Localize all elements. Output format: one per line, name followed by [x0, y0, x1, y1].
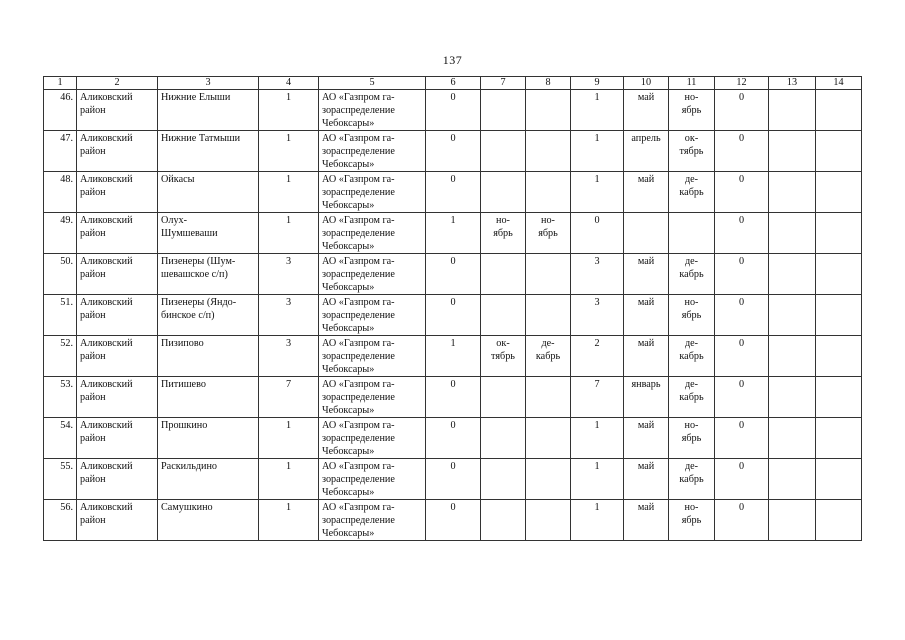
- column-header: 10: [624, 77, 669, 90]
- district-cell: Аликовский район: [77, 90, 158, 131]
- count-cell: 1: [259, 500, 319, 541]
- column-header: 13: [769, 77, 816, 90]
- settlement-cell: Самушкино: [158, 500, 259, 541]
- col9-cell: 1: [571, 90, 624, 131]
- col14-cell: [816, 295, 862, 336]
- col13-cell: [769, 500, 816, 541]
- row-number-cell: 49.: [44, 213, 77, 254]
- organization-cell: АО «Газпром га- зораспределение Чебоксары»: [319, 90, 426, 131]
- month-start-cell: май: [624, 500, 669, 541]
- col12-cell: 0: [715, 377, 769, 418]
- col12-cell: 0: [715, 90, 769, 131]
- col13-cell: [769, 254, 816, 295]
- organization-cell: АО «Газпром га- зораспределение Чебоксары»: [319, 377, 426, 418]
- column-header: 9: [571, 77, 624, 90]
- month-end-cell: но- ябрь: [669, 418, 715, 459]
- settlement-cell: Ойкасы: [158, 172, 259, 213]
- col13-cell: [769, 131, 816, 172]
- table-row: [44, 377, 862, 418]
- col7-cell: [481, 131, 526, 172]
- col7-cell: ок- тябрь: [481, 336, 526, 377]
- col14-cell: [816, 500, 862, 541]
- organization-cell: АО «Газпром га- зораспределение Чебоксары»: [319, 500, 426, 541]
- col8-cell: [526, 295, 571, 336]
- month-end-cell: де- кабрь: [669, 254, 715, 295]
- settlement-cell: Нижние Елыши: [158, 90, 259, 131]
- organization-cell: АО «Газпром га- зораспределение Чебоксары»: [319, 172, 426, 213]
- organization-cell: АО «Газпром га- зораспределение Чебоксары»: [319, 459, 426, 500]
- month-end-cell: но- ябрь: [669, 500, 715, 541]
- settlement-cell: Пизипово: [158, 336, 259, 377]
- col7-cell: [481, 418, 526, 459]
- row-number-cell: 55.: [44, 459, 77, 500]
- col7-cell: [481, 172, 526, 213]
- month-start-cell: май: [624, 459, 669, 500]
- col9-cell: 2: [571, 336, 624, 377]
- col13-cell: [769, 336, 816, 377]
- col6-cell: 0: [426, 459, 481, 500]
- col14-cell: [816, 172, 862, 213]
- month-end-cell: де- кабрь: [669, 336, 715, 377]
- col9-cell: 3: [571, 254, 624, 295]
- settlement-cell: Питишево: [158, 377, 259, 418]
- settlement-cell: Нижние Татмыши: [158, 131, 259, 172]
- table-row: [44, 254, 862, 295]
- col6-cell: 0: [426, 377, 481, 418]
- district-cell: Аликовский район: [77, 131, 158, 172]
- count-cell: 1: [259, 418, 319, 459]
- row-number-cell: 53.: [44, 377, 77, 418]
- table-row: [44, 131, 862, 172]
- col12-cell: 0: [715, 131, 769, 172]
- col12-cell: 0: [715, 295, 769, 336]
- col12-cell: 0: [715, 500, 769, 541]
- column-header: 7: [481, 77, 526, 90]
- col8-cell: но- ябрь: [526, 213, 571, 254]
- table-row: [44, 500, 862, 541]
- organization-cell: АО «Газпром га- зораспределение Чебоксары»: [319, 295, 426, 336]
- col6-cell: 0: [426, 90, 481, 131]
- column-header: 11: [669, 77, 715, 90]
- page-number: 137: [442, 53, 463, 67]
- district-cell: Аликовский район: [77, 172, 158, 213]
- table-row: [44, 336, 862, 377]
- settlement-cell: Пизенеры (Шум- шевашское с/п): [158, 254, 259, 295]
- district-cell: Аликовский район: [77, 500, 158, 541]
- col9-cell: 1: [571, 172, 624, 213]
- count-cell: 3: [259, 295, 319, 336]
- col14-cell: [816, 336, 862, 377]
- row-number-cell: 51.: [44, 295, 77, 336]
- month-start-cell: май: [624, 172, 669, 213]
- count-cell: 1: [259, 459, 319, 500]
- row-number-cell: 46.: [44, 90, 77, 131]
- col14-cell: [816, 131, 862, 172]
- row-number-cell: 56.: [44, 500, 77, 541]
- table-body: [44, 90, 862, 541]
- month-end-cell: де- кабрь: [669, 172, 715, 213]
- col13-cell: [769, 90, 816, 131]
- col8-cell: [526, 90, 571, 131]
- month-end-cell: де- кабрь: [669, 459, 715, 500]
- district-cell: Аликовский район: [77, 418, 158, 459]
- table-row: [44, 90, 862, 131]
- count-cell: 3: [259, 254, 319, 295]
- col6-cell: 0: [426, 172, 481, 213]
- col13-cell: [769, 459, 816, 500]
- month-start-cell: апрель: [624, 131, 669, 172]
- col13-cell: [769, 418, 816, 459]
- col8-cell: [526, 254, 571, 295]
- organization-cell: АО «Газпром га- зораспределение Чебоксары»: [319, 336, 426, 377]
- count-cell: 3: [259, 336, 319, 377]
- col9-cell: 1: [571, 418, 624, 459]
- month-end-cell: но- ябрь: [669, 295, 715, 336]
- count-cell: 1: [259, 213, 319, 254]
- column-header: 2: [77, 77, 158, 90]
- table-row: [44, 418, 862, 459]
- col7-cell: [481, 377, 526, 418]
- settlement-cell: Прошкино: [158, 418, 259, 459]
- col12-cell: 0: [715, 213, 769, 254]
- table-row: [44, 459, 862, 500]
- col7-cell: [481, 295, 526, 336]
- district-cell: Аликовский район: [77, 254, 158, 295]
- col8-cell: [526, 459, 571, 500]
- col9-cell: 1: [571, 459, 624, 500]
- col12-cell: 0: [715, 459, 769, 500]
- col9-cell: 0: [571, 213, 624, 254]
- gasification-table: [43, 76, 862, 541]
- col9-cell: 3: [571, 295, 624, 336]
- organization-cell: АО «Газпром га- зораспределение Чебоксары»: [319, 131, 426, 172]
- month-start-cell: май: [624, 336, 669, 377]
- month-end-cell: [669, 213, 715, 254]
- col8-cell: де- кабрь: [526, 336, 571, 377]
- col7-cell: [481, 90, 526, 131]
- col14-cell: [816, 459, 862, 500]
- table-row: [44, 172, 862, 213]
- row-number-cell: 54.: [44, 418, 77, 459]
- col6-cell: 1: [426, 213, 481, 254]
- count-cell: 1: [259, 90, 319, 131]
- col12-cell: 0: [715, 254, 769, 295]
- settlement-cell: Раскильдино: [158, 459, 259, 500]
- column-header: 4: [259, 77, 319, 90]
- settlement-cell: Олух- Шумшеваши: [158, 213, 259, 254]
- row-number-cell: 47.: [44, 131, 77, 172]
- month-end-cell: но- ябрь: [669, 90, 715, 131]
- district-cell: Аликовский район: [77, 459, 158, 500]
- col6-cell: 0: [426, 418, 481, 459]
- district-cell: Аликовский район: [77, 213, 158, 254]
- column-header: 14: [816, 77, 862, 90]
- district-cell: Аликовский район: [77, 295, 158, 336]
- col12-cell: 0: [715, 336, 769, 377]
- district-cell: Аликовский район: [77, 377, 158, 418]
- col7-cell: [481, 254, 526, 295]
- count-cell: 1: [259, 131, 319, 172]
- col14-cell: [816, 254, 862, 295]
- month-end-cell: де- кабрь: [669, 377, 715, 418]
- col13-cell: [769, 295, 816, 336]
- column-header: 12: [715, 77, 769, 90]
- col8-cell: [526, 172, 571, 213]
- table-row: [44, 295, 862, 336]
- col14-cell: [816, 418, 862, 459]
- col12-cell: 0: [715, 172, 769, 213]
- col14-cell: [816, 377, 862, 418]
- column-header: 3: [158, 77, 259, 90]
- month-start-cell: май: [624, 254, 669, 295]
- month-start-cell: [624, 213, 669, 254]
- month-start-cell: май: [624, 418, 669, 459]
- col14-cell: [816, 213, 862, 254]
- col8-cell: [526, 377, 571, 418]
- col7-cell: но- ябрь: [481, 213, 526, 254]
- column-header: 1: [44, 77, 77, 90]
- row-number-cell: 52.: [44, 336, 77, 377]
- col6-cell: 0: [426, 500, 481, 541]
- header-row: [44, 77, 862, 90]
- col8-cell: [526, 131, 571, 172]
- month-end-cell: ок- тябрь: [669, 131, 715, 172]
- month-start-cell: январь: [624, 377, 669, 418]
- col6-cell: 0: [426, 295, 481, 336]
- settlement-cell: Пизенеры (Яндо- бинское с/п): [158, 295, 259, 336]
- col14-cell: [816, 90, 862, 131]
- table-row: [44, 213, 862, 254]
- col8-cell: [526, 418, 571, 459]
- column-header: 5: [319, 77, 426, 90]
- col9-cell: 7: [571, 377, 624, 418]
- col7-cell: [481, 500, 526, 541]
- col13-cell: [769, 377, 816, 418]
- district-cell: Аликовский район: [77, 336, 158, 377]
- col9-cell: 1: [571, 500, 624, 541]
- col9-cell: 1: [571, 131, 624, 172]
- col6-cell: 1: [426, 336, 481, 377]
- col6-cell: 0: [426, 254, 481, 295]
- column-header: 6: [426, 77, 481, 90]
- col7-cell: [481, 459, 526, 500]
- col13-cell: [769, 172, 816, 213]
- row-number-cell: 50.: [44, 254, 77, 295]
- col13-cell: [769, 213, 816, 254]
- month-start-cell: май: [624, 295, 669, 336]
- count-cell: 1: [259, 172, 319, 213]
- organization-cell: АО «Газпром га- зораспределение Чебоксары»: [319, 213, 426, 254]
- organization-cell: АО «Газпром га- зораспределение Чебоксары»: [319, 254, 426, 295]
- column-header: 8: [526, 77, 571, 90]
- row-number-cell: 48.: [44, 172, 77, 213]
- col6-cell: 0: [426, 131, 481, 172]
- count-cell: 7: [259, 377, 319, 418]
- month-start-cell: май: [624, 90, 669, 131]
- col8-cell: [526, 500, 571, 541]
- col12-cell: 0: [715, 418, 769, 459]
- organization-cell: АО «Газпром га- зораспределение Чебоксары»: [319, 418, 426, 459]
